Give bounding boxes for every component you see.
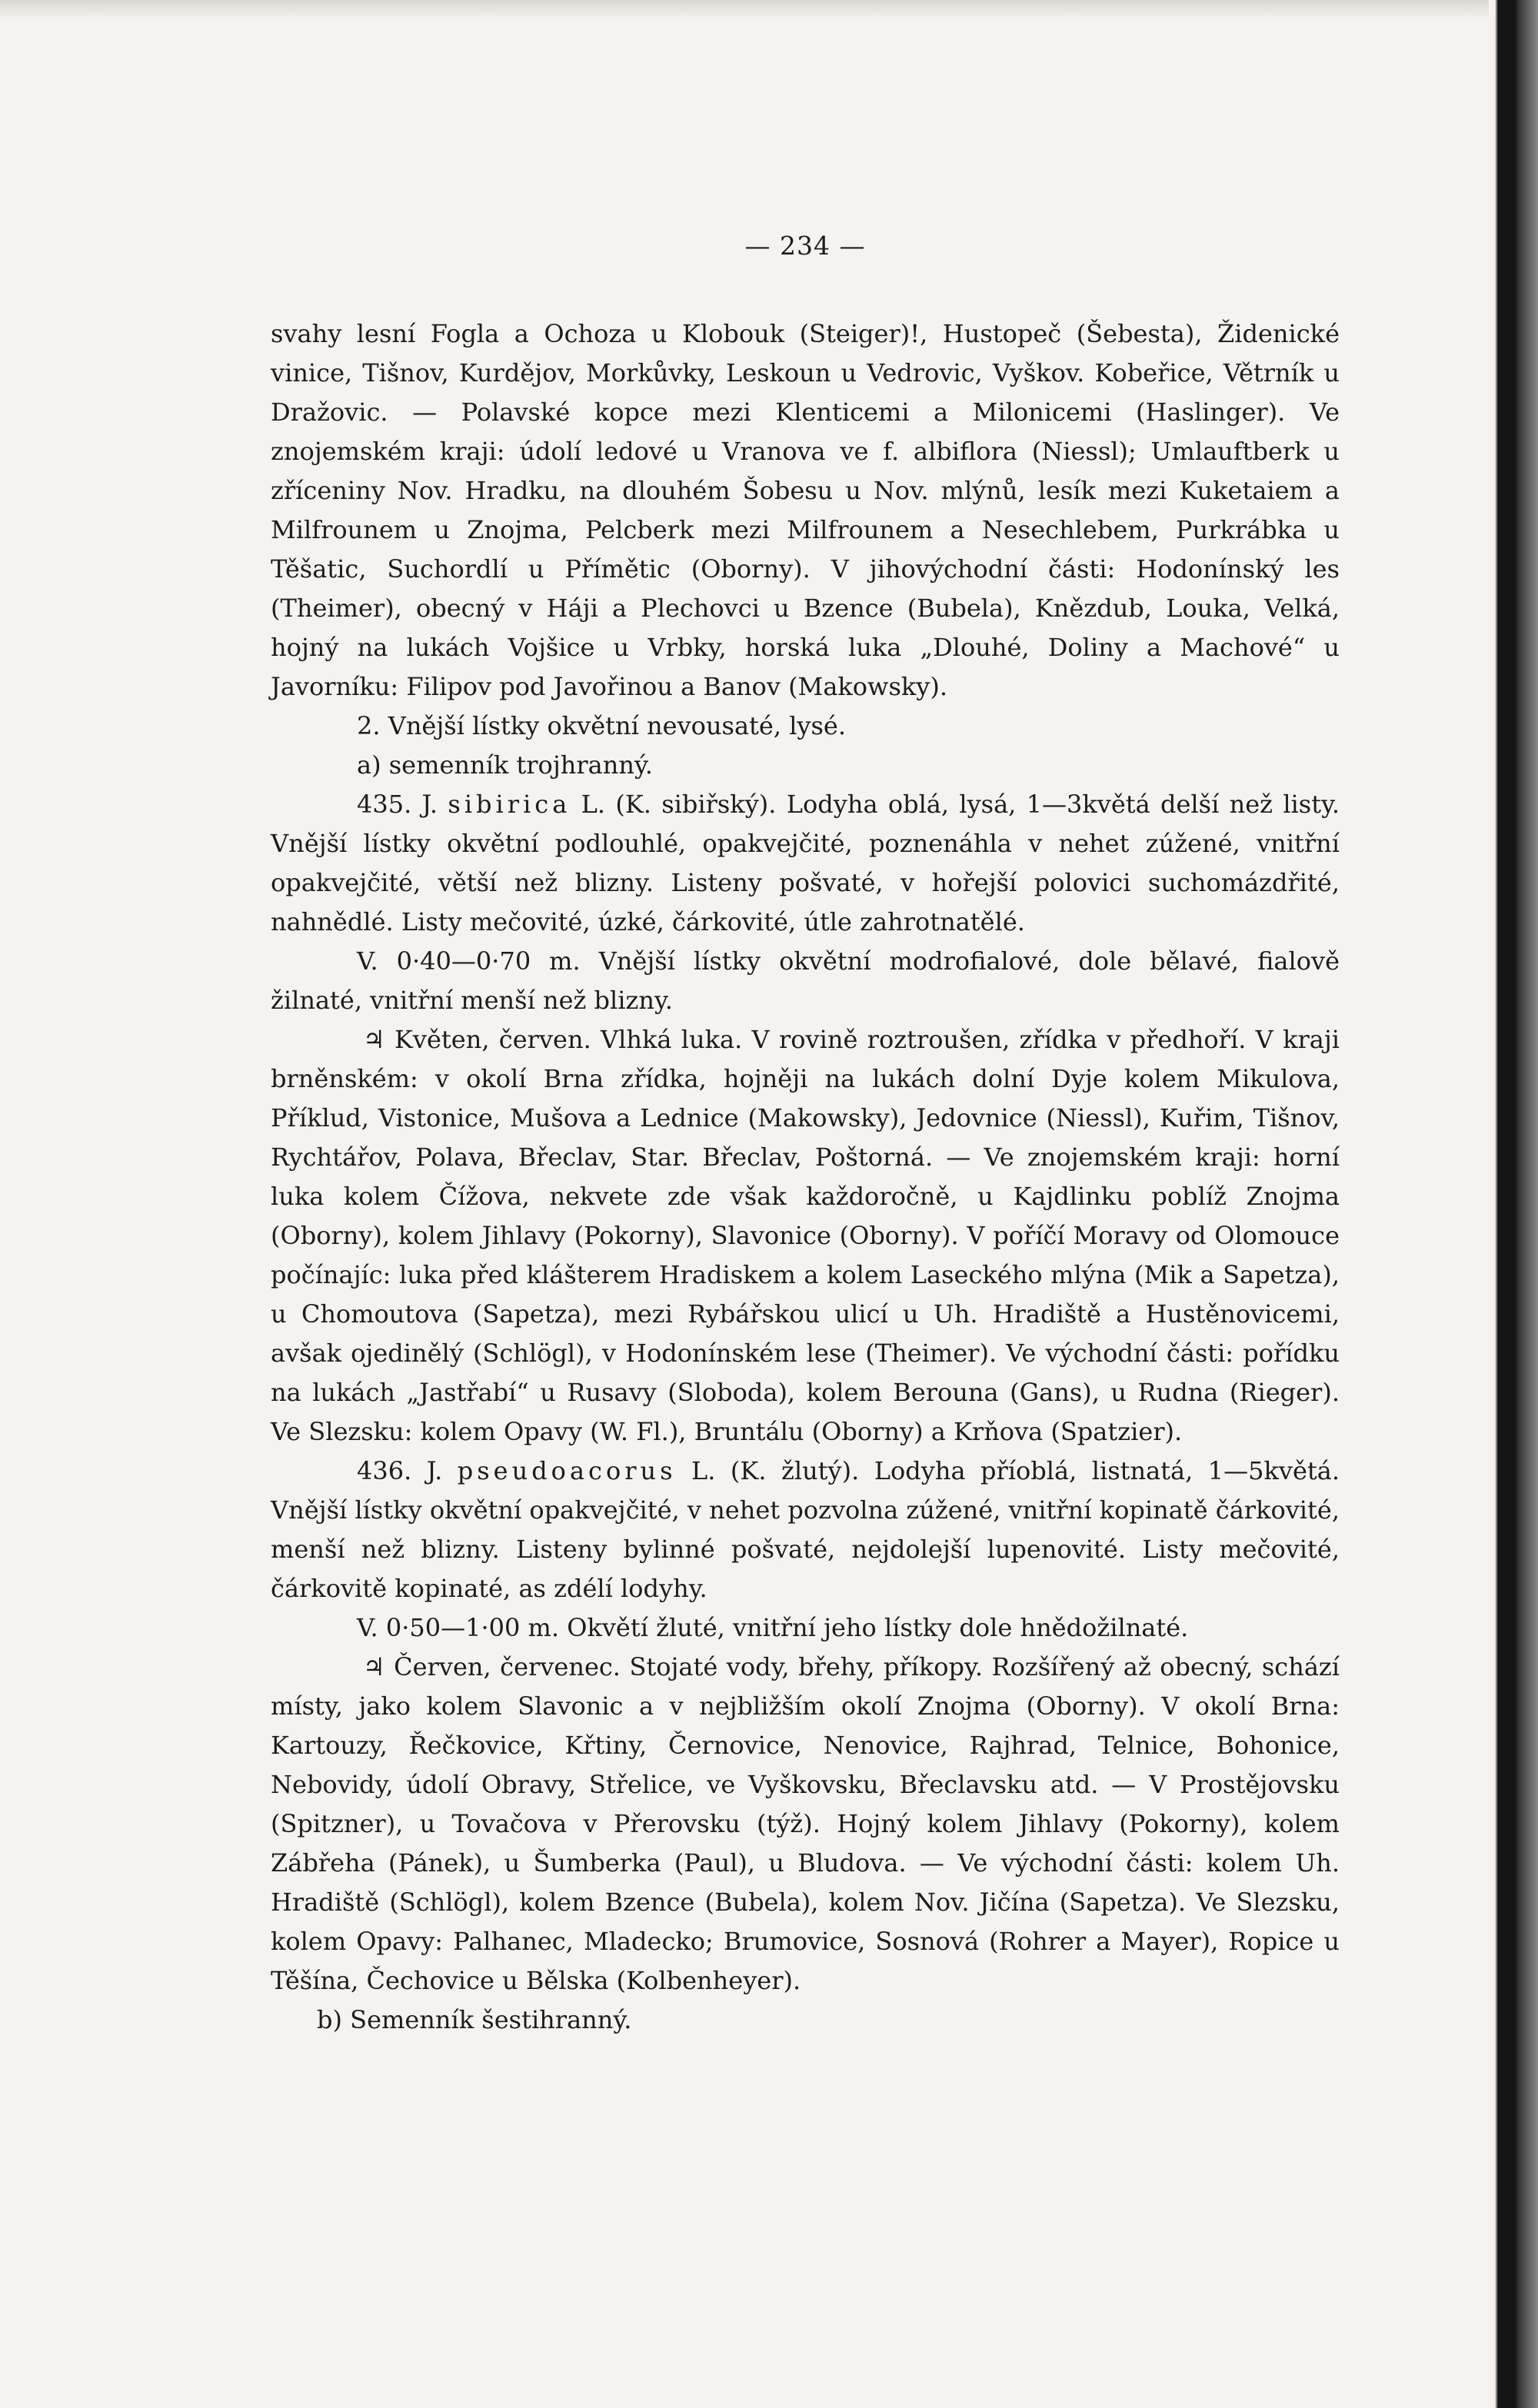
species-435-description <box>271 785 1340 942</box>
perennial-symbol-icon: ♃ <box>363 1652 385 1681</box>
species-436-description <box>271 1452 1340 1608</box>
species-436-number: 436. J. <box>357 1456 443 1485</box>
page-number: — 234 — <box>744 231 866 261</box>
species-436-size: V. 0·50—1·00 m. Okvětí žluté, vnitřní jeho lístky dole hnědožilnaté. <box>357 1613 1189 1642</box>
species-436-czech-name: (K. žlutý). <box>730 1456 860 1485</box>
subsection-heading-a: a) semenník trojhranný. <box>357 750 653 780</box>
species-435-latin-name: sibirica <box>448 790 571 819</box>
species-435-text: Lodyha oblá, lysá, 1—3květá delší než listy. Vnější lístky okvětní podlouhlé, opakvejčité, poznenáhla v nehet zúžené, vnitřní opakvejčité, větší než blizny. Listeny pošvaté, v hořejší polovici suchomázdřité, nahnědlé. Listy mečovité, úzké, čárkovité, útle zahrotnatělé. <box>271 790 1340 936</box>
subsection-heading-b: b) Semenník šestihranný. <box>317 2005 632 2034</box>
book-spine-edge <box>1489 0 1538 2408</box>
species-435-distribution-text: Květen, červen. Vlhká luka. V rovině roztroušen, zřídka v předhoří. V kraji brněnském: v okolí Brna zřídka, hojněji na lukách dolní Dyje kolem Mikulova, Příklud, Vistonice, Mušova a Lednice (Makowsky), Jedovnice (Niessl), Kuřim, Tišnov, Rychtářov, Polava, Břeclav, Star. Břeclav, Poštorná. — Ve znojemském kraji: horní luka kolem Čížova, nekvete zde však každoročně, u Kajdlinku poblíž Znojma (Oborny), kolem Jihlavy (Pokorny), Slavonice (Oborny). V poříčí Moravy od Olomouce počínajíc: luka před klášterem Hradiskem a kolem Laseckého mlýna (Mik a Sapetza), u Chomoutova (Sapetza), mezi Rybářskou ulicí u Uh. Hradiště a Hustěnovicemi, avšak ojedinělý (Schlögl), v Hodonínském lese (Theimer). Ve východní části: pořídku na lukách „Jastřabí“ u Rusavy (Sloboda), kolem Berouna (Gans), u Rudna (Rieger). Ve Slezsku: kolem Opavy (W. Fl.), Bruntálu (Oborny) a Krňova (Spatzier). <box>271 1025 1340 1446</box>
species-435-author: L. <box>581 790 606 819</box>
species-436-distribution <box>271 1648 1340 2001</box>
species-436-author: L. <box>691 1456 716 1485</box>
perennial-symbol-icon: ♃ <box>363 1025 385 1054</box>
species-436-latin-name: pseudoacorus <box>457 1456 677 1485</box>
species-435-size: V. 0·40—0·70 m. Vnější lístky okvětní modrofialové, dole bělavé, fialově žilnaté, vnitřní menší než blizny. <box>271 946 1340 1015</box>
species-435-distribution <box>271 1020 1340 1452</box>
species-435-czech-name: (K. sibiřský). <box>615 790 777 819</box>
document-page <box>271 231 1340 2199</box>
section-heading-2: 2. Vnější lístky okvětní nevousaté, lysé. <box>357 711 847 740</box>
species-436-text: Lodyha příoblá, listnatá, 1—5květá. Vnější lístky okvětní opakvejčité, v nehet pozvolna zúžené, vnitřní kopinatě čárkovité, menší než blizny. Listeny bylinné pošvaté, nejdolejší lupenovité. Listy mečovité, čárkovitě kopinaté, as zdélí lodyhy. <box>271 1456 1340 1603</box>
species-436-distribution-text: Červen, červenec. Stojaté vody, břehy, příkopy. Rozšířený až obecný, schází místy, jako kolem Slavonic a v nejbližším okolí Znojma (Oborny). V okolí Brna: Kartouzy, Řečkovice, Křtiny, Černovice, Nenovice, Rajhrad, Telnice, Bohonice, Nebovidy, údolí Obravy, Střelice, ve Vyškovsku, Břeclavsku atd. — V Prostějovsku (Spitzner), u Tovačova v Přerovsku (týž). Hojný kolem Jihlavy (Pokorny), kolem Zábřeha (Pánek), u Šumberka (Paul), u Bludova. — Ve východní části: kolem Uh. Hradiště (Schlögl), kolem Bzence (Bubela), kolem Nov. Jičína (Sapetza). Ve Slezsku, kolem Opavy: Palhanec, Mladecko; Brumovice, Sosnová (Rohrer a Mayer), Ropice u Těšína, Čechovice u Bělska (Kolbenheyer). <box>271 1652 1340 1995</box>
paragraph-intro: svahy lesní Fogla a Ochoza u Klobouk (Steiger)!, Hustopeč (Šebesta), Židenické vinice, Tišnov, Kurdějov, Morkůvky, Leskoun u Vedrovic, Vyškov. Kobeřice, Větrník u Dražovic. — Polavské kopce mezi Klenticemi a Milonicemi (Haslinger). Ve znojemském kraji: údolí ledové u Vranova ve f. albiflora (Niessl); Umlauftberk u zříceniny Nov. Hradku, na dlouhém Šobesu u Nov. mlýnů, lesík mezi Kuketaiem a Milfrounem u Znojma, Pelcberk mezi Milfrounem a Nesechlebem, Purkrábka u Těšatic, Suchordlí u Přímětic (Oborny). V jihovýchodní části: Hodonínský les (Theimer), obecný v Háji a Plechovci u Bzence (Bubela), Knězdub, Louka, Velká, hojný na lukách Vojšice u Vrbky, horská luka „Dlouhé, Doliny a Machové“ u Javorníku: Filipov pod Javořinou a Banov (Makowsky). <box>271 319 1340 701</box>
scan-edge-top <box>0 0 1538 20</box>
species-435-number: 435. J. <box>357 790 438 819</box>
